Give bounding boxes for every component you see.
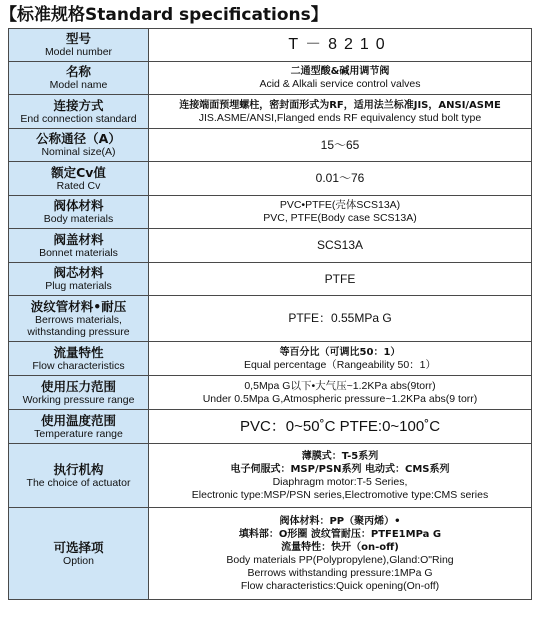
- value-line: Diaphragm motor:T-5 Series,: [272, 475, 408, 488]
- row-header: [9, 129, 149, 162]
- row-value: [149, 376, 532, 410]
- row-header: [9, 95, 149, 129]
- row-header: [9, 376, 149, 410]
- row-flow-characteristics: [9, 342, 532, 376]
- value-line: 连接端面预埋螺柱，密封面形式为RF，适用法兰标准JIS，ANSI/ASME: [179, 99, 501, 111]
- value-line: Electronic type:MSP/PSN series,Electromotive type:CMS series: [191, 488, 489, 501]
- value-line: 阀体材料：PP（聚丙烯）•: [279, 515, 401, 527]
- row-value: [149, 62, 532, 95]
- value-line: 0.01～76: [315, 171, 365, 185]
- value-line: PTFE: [324, 271, 356, 286]
- value-line: 流量特性：快开（on-off): [281, 541, 399, 553]
- row-actuator: [9, 444, 532, 508]
- row-temperature-range: [9, 410, 532, 444]
- value-line: 薄膜式：T-5系列: [301, 450, 379, 462]
- row-berrows-materials: [9, 296, 532, 342]
- row-header: [9, 263, 149, 296]
- label-en: withstanding pressure: [27, 325, 130, 338]
- value-line: 二通型酸&碱用调节阀: [290, 66, 390, 77]
- row-end-connection: [9, 95, 532, 129]
- value-line: Berrows withstanding pressure:1MPa G: [247, 566, 433, 579]
- value-line: 等百分比（可调比50：1）: [279, 346, 401, 358]
- label-zh: 阀体材料: [53, 198, 104, 213]
- row-value: [149, 229, 532, 263]
- label-en: Working pressure range: [22, 393, 135, 406]
- label-zh: 阀芯材料: [53, 265, 104, 280]
- label-zh: 公称通径（A）: [36, 131, 121, 146]
- label-zh: 型号: [65, 31, 91, 46]
- row-value: [149, 129, 532, 162]
- value-line: PVC•PTFE(壳体SCS13A): [279, 199, 401, 211]
- row-header: [9, 162, 149, 196]
- row-value: [149, 29, 532, 62]
- label-zh: 波纹管材料•耐压: [30, 298, 127, 314]
- row-value: [149, 162, 532, 196]
- row-value: [149, 263, 532, 296]
- page-title: 【标准规格Standard specifications】: [0, 5, 328, 25]
- value-line: JIS.ASME/ANSI,Flanged ends RF equivalency stud bolt type: [198, 111, 482, 124]
- row-model-number: [9, 29, 532, 62]
- row-value: [149, 508, 532, 600]
- row-value: [149, 296, 532, 342]
- value-line: PTFE：0.55MPa G: [288, 311, 392, 325]
- label-zh: 名称: [65, 64, 91, 79]
- row-header: [9, 508, 149, 600]
- label-zh: 执行机构: [53, 461, 104, 477]
- row-working-pressure: [9, 376, 532, 410]
- label-en: Berrows materials,: [35, 313, 122, 326]
- value-line: Body materials PP(Polypropylene),Gland:O"Ring: [226, 553, 454, 566]
- row-header: [9, 296, 149, 342]
- value-line: SCS13A: [316, 238, 364, 252]
- row-value: [149, 444, 532, 508]
- label-en: Body materials: [43, 213, 114, 225]
- row-header: [9, 444, 149, 508]
- label-en: Option: [63, 554, 94, 567]
- label-en: Model number: [44, 46, 113, 58]
- label-en: Rated Cv: [56, 179, 101, 192]
- row-header: [9, 410, 149, 444]
- label-en: Nominal size(A): [41, 146, 116, 158]
- value-line: 电子伺服式：MSP/PSN系列 电动式：CMS系列: [230, 463, 450, 475]
- label-zh: 使用压力范围: [40, 378, 116, 394]
- label-en: The choice of actuator: [26, 476, 131, 489]
- label-zh: 连接方式: [53, 97, 104, 113]
- row-header: [9, 342, 149, 376]
- label-zh: 可选择项: [53, 539, 104, 555]
- value-line: Under 0.5Mpa G,Atmospheric pressure~1.2KPa abs(9 torr): [202, 392, 478, 405]
- row-header: [9, 62, 149, 95]
- label-en: Bonnet materials: [39, 246, 118, 259]
- label-en: Model name: [49, 79, 108, 91]
- label-en: End connection standard: [20, 112, 137, 125]
- value-line: Equal percentage（Rangeability 50：1）: [243, 358, 437, 371]
- row-value: [149, 95, 532, 129]
- label-en: Plug materials: [45, 280, 112, 292]
- row-value: [149, 410, 532, 444]
- row-value: [149, 196, 532, 229]
- row-option: [9, 508, 532, 600]
- value-line: 填料部：O形圈 波纹管耐压：PTFE1MPa G: [238, 528, 442, 540]
- row-header: [9, 196, 149, 229]
- spec-table: [8, 28, 532, 600]
- row-nominal-size: [9, 129, 532, 162]
- value-line: PVC：0~50˚C PTFE:0~100˚C: [239, 417, 441, 435]
- label-zh: 额定Cv值: [51, 164, 106, 180]
- label-zh: 使用温度范围: [40, 412, 116, 428]
- row-model-name: [9, 62, 532, 95]
- row-value: [149, 342, 532, 376]
- value-line: Flow characteristics:Quick opening(On-off): [240, 579, 440, 592]
- value-line: 0,5Mpa G以下•大气压~1.2KPa abs(9torr): [244, 379, 436, 392]
- value-line: T－8210: [288, 36, 392, 53]
- row-rated-cv: [9, 162, 532, 196]
- row-header: [9, 229, 149, 263]
- value-line: Acid & Alkali service control valves: [259, 78, 421, 90]
- row-header: [9, 29, 149, 62]
- label-en: Flow characteristics: [32, 359, 125, 372]
- label-zh: 阀盖材料: [53, 231, 104, 247]
- label-zh: 流量特性: [53, 344, 104, 360]
- row-bonnet-materials: [9, 229, 532, 263]
- row-plug-materials: [9, 263, 532, 296]
- label-en: Temperature range: [34, 427, 123, 440]
- value-line: PVC, PTFE(Body case SCS13A): [263, 212, 417, 224]
- value-line: 15～65: [320, 137, 360, 152]
- row-body-materials: [9, 196, 532, 229]
